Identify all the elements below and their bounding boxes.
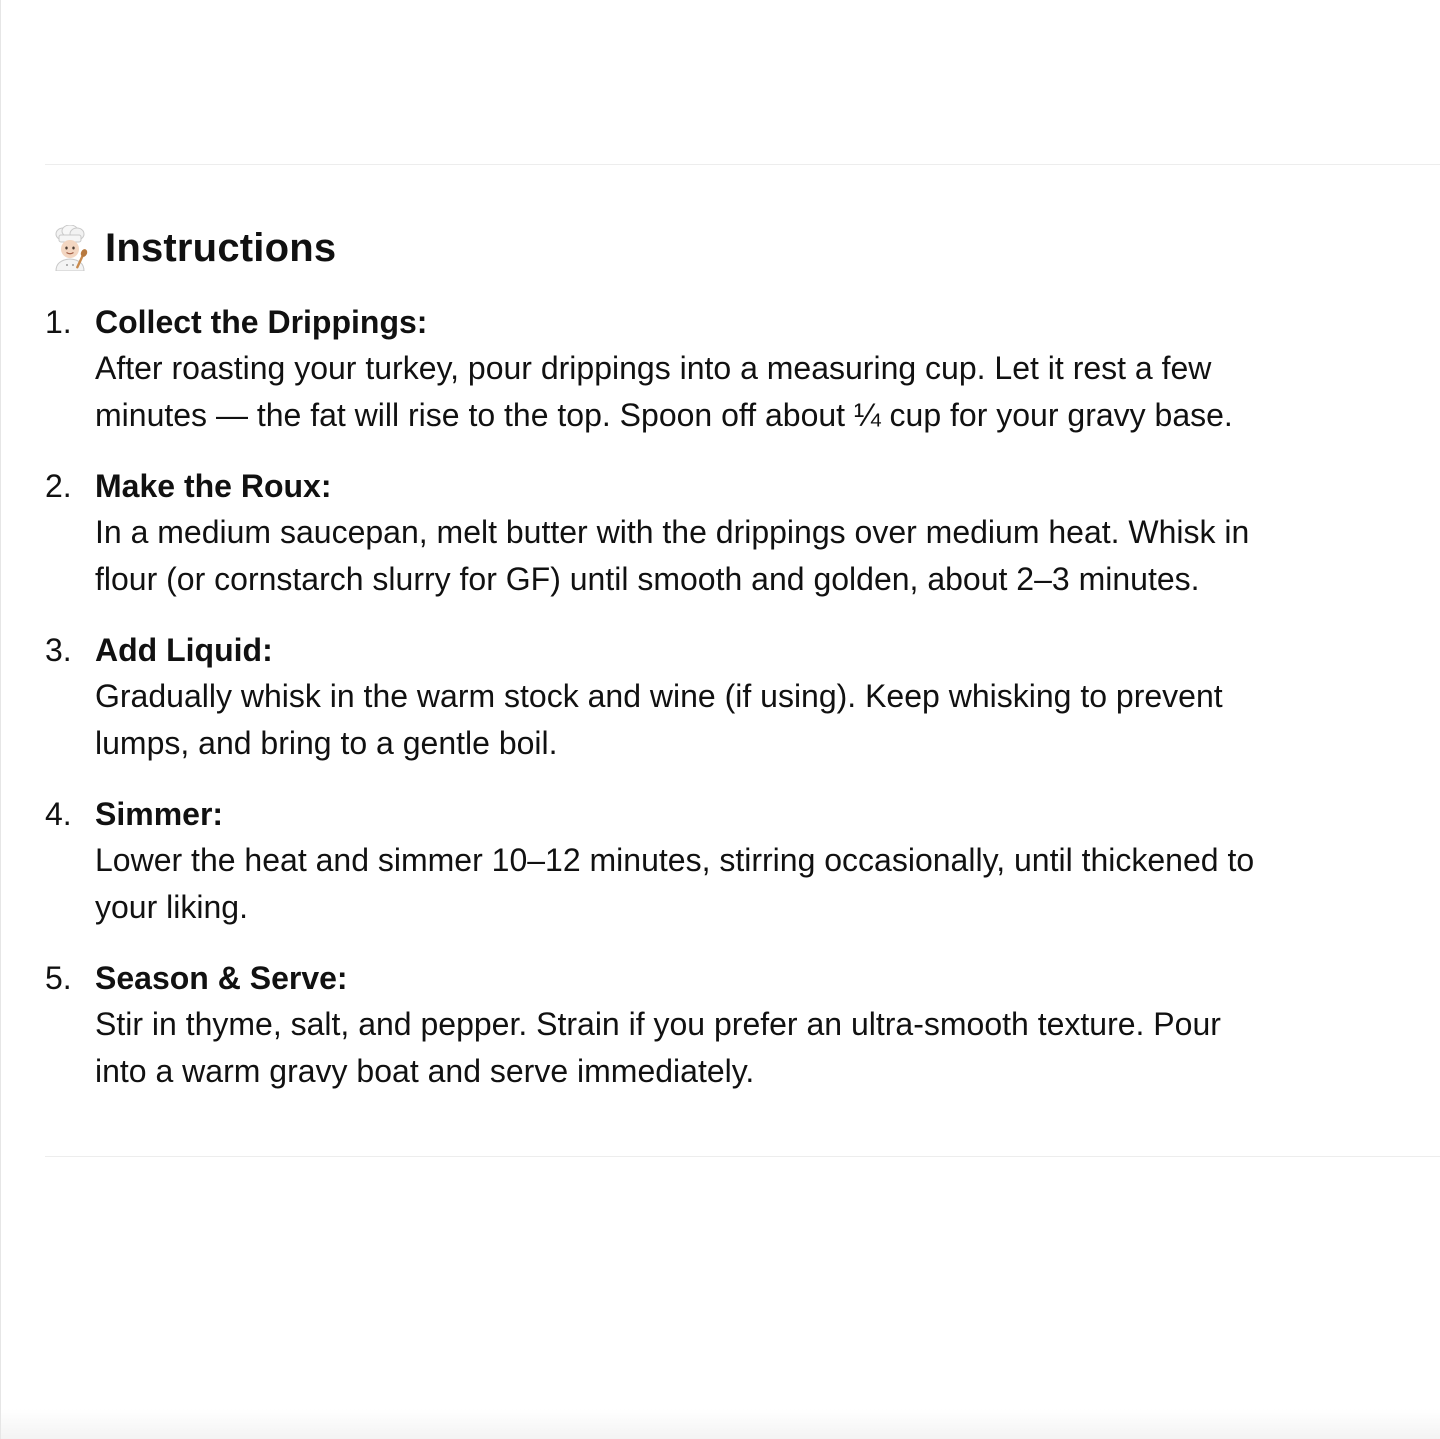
step-text-line: Stir in thyme, salt, and pepper. Strain if you prefer an ultra-smooth texture. Pour: [95, 1006, 1221, 1042]
step-title: Make the Roux:: [95, 468, 332, 504]
step-title: Collect the Drippings:: [95, 304, 428, 340]
step-text: [95, 509, 1425, 603]
step-text: [95, 673, 1425, 767]
step-number: 4.: [45, 796, 72, 832]
step-number: 3.: [45, 632, 72, 668]
step-text: [95, 345, 1425, 439]
chef-icon: [49, 225, 91, 271]
step-text: [95, 837, 1425, 931]
step-title: Add Liquid:: [95, 632, 273, 668]
step-text-line: into a warm gravy boat and serve immediately.: [95, 1053, 755, 1089]
step-number: 1.: [45, 304, 72, 340]
step-body: [95, 463, 1425, 603]
step-text-line: Lower the heat and simmer 10–12 minutes, stirring occasionally, until thickened to: [95, 842, 1255, 878]
section-heading: [49, 222, 336, 274]
step-body: [95, 791, 1425, 931]
step-text-line: minutes — the fat will rise to the top. Spoon off about ¼ cup for your gravy base.: [95, 397, 1233, 433]
step-body: [95, 627, 1425, 767]
step-title: Simmer:: [95, 796, 224, 832]
step-text-line: Gradually whisk in the warm stock and wine (if using). Keep whisking to prevent: [95, 678, 1223, 714]
step-title: Season & Serve:: [95, 960, 348, 996]
step-text: [95, 1001, 1425, 1095]
step-text-line: lumps, and bring to a gentle boil.: [95, 725, 558, 761]
divider-top: [45, 164, 1440, 165]
divider-bottom: [45, 1156, 1440, 1157]
step-text-line: your liking.: [95, 889, 248, 925]
step-text-line: After roasting your turkey, pour drippings into a measuring cup. Let it rest a few: [95, 350, 1212, 386]
step-text-line: flour (or cornstarch slurry for GF) until smooth and golden, about 2–3 minutes.: [95, 561, 1200, 597]
step-body: [95, 955, 1425, 1095]
step-number: 5.: [45, 960, 72, 996]
step-body: [95, 299, 1425, 439]
step-number: 2.: [45, 468, 72, 504]
page-title: Instructions: [105, 226, 337, 270]
step-text-line: In a medium saucepan, melt butter with the drippings over medium heat. Whisk in: [95, 514, 1250, 550]
page-bottom-edge: [1, 1409, 1440, 1439]
